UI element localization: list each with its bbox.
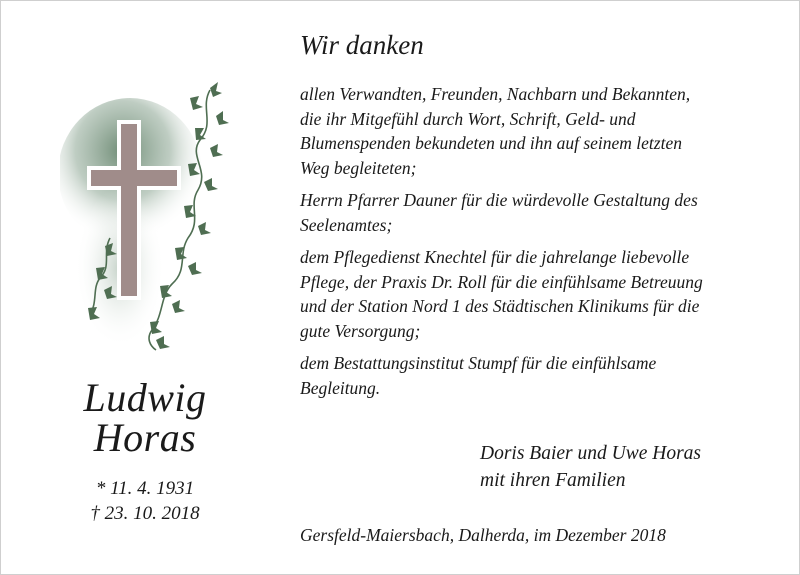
deceased-first-name: Ludwig (83, 375, 207, 420)
birth-date: * 11. 4. 1931 (95, 478, 195, 499)
paragraph-line: Begleitung. (300, 377, 381, 398)
memorial-column (0, 0, 290, 575)
cross-with-ivy-icon (60, 78, 230, 353)
paragraph-line: Pflege, der Praxis Dr. Roll für die einfühlsame Betreuung (300, 271, 703, 292)
signature-families: mit ihren Familien (480, 470, 626, 491)
paragraph-line: dem Pflegedienst Knechtel für die jahrelange liebevolle (300, 247, 690, 267)
signature-names: Doris Baier und Uwe Horas (480, 443, 702, 464)
thanks-column (300, 0, 780, 575)
paragraph-line: allen Verwandten, Freunden, Nachbarn und Bekannten, (300, 84, 691, 104)
thanks-paragraph-pastor (300, 188, 780, 237)
thanks-paragraphs (300, 82, 780, 408)
paragraph-line: Seelenamtes; (300, 214, 393, 235)
paragraph-line: die ihr Mitgefühl durch Wort, Schrift, Geld- und (300, 108, 636, 129)
paragraph-line: Herrn Pfarrer Dauner für die würdevolle Gestaltung des (300, 190, 698, 210)
thanks-paragraph-funeral (300, 351, 780, 400)
place-and-date: Gersfeld-Maiersbach, Dalherda, im Dezember 2018 (300, 525, 666, 545)
thanks-paragraph-relatives (300, 82, 780, 180)
death-date: † 23. 10. 2018 (90, 503, 200, 524)
deceased-last-name: Horas (93, 415, 197, 460)
paragraph-line: und der Station Nord 1 des Städtischen Klinikums für die (300, 296, 700, 316)
thanks-paragraph-care (300, 245, 780, 343)
paragraph-line: Blumenspenden bekundeten und ihn auf seinem letzten (300, 133, 682, 153)
thanks-heading: Wir danken (300, 30, 424, 60)
deceased-name (40, 375, 250, 460)
paragraph-line: Weg begleiteten; (300, 157, 417, 178)
paragraph-line: gute Versorgung; (300, 320, 421, 341)
paragraph-line: dem Bestattungsinstitut Stumpf für die einfühlsame (300, 353, 657, 373)
signature (480, 440, 701, 494)
life-dates (40, 476, 250, 526)
